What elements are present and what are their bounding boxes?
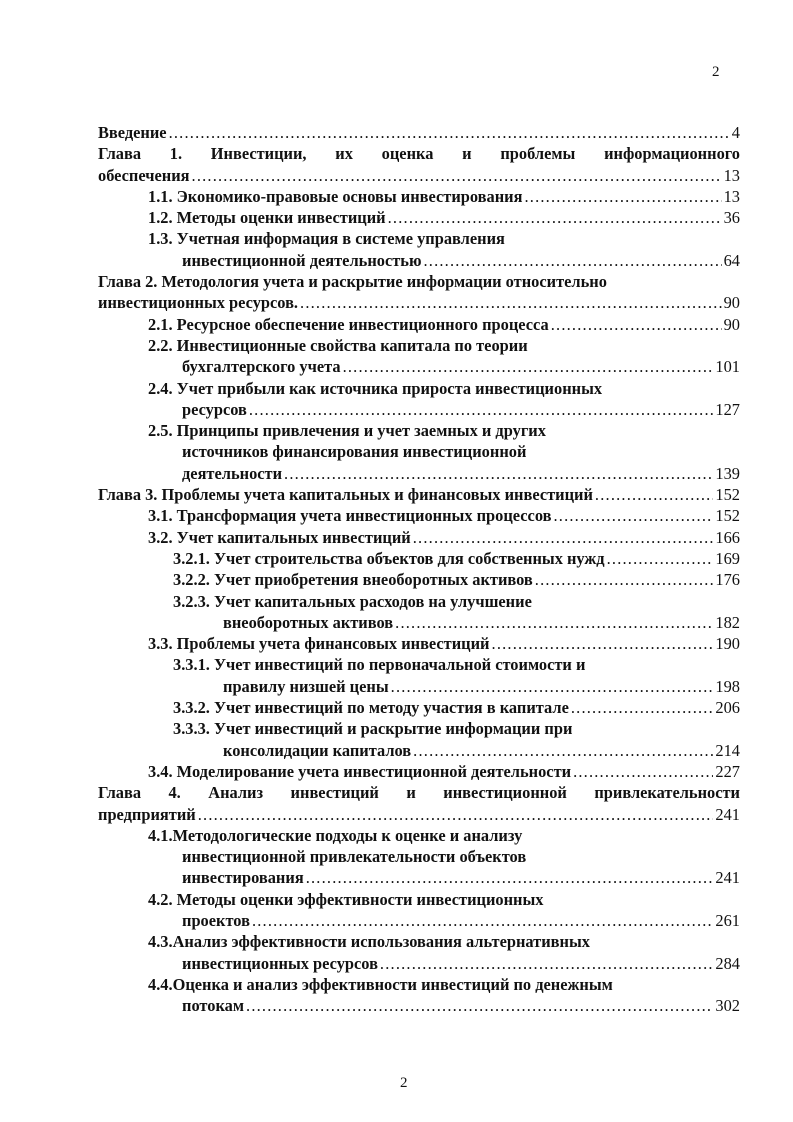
toc-entry [148, 527, 740, 548]
toc-entry [148, 228, 740, 271]
dot-leader [413, 740, 713, 761]
toc-entry-text: инвестирования [182, 868, 304, 888]
toc-entry-text: деятельности [182, 463, 283, 483]
toc-entry [173, 591, 740, 634]
toc-entry [173, 548, 740, 569]
toc-page-number: 284 [715, 953, 740, 973]
toc-entry-text: бухгалтерского учета [182, 357, 341, 377]
toc-entry-text: 3.1. Трансформация учета инвестиционных процессов [148, 506, 552, 526]
dot-leader [300, 292, 722, 313]
toc-page-number: 241 [715, 804, 740, 824]
toc-entry-text: внеоборотных активов [223, 612, 394, 632]
toc-page-number: 4 [731, 123, 740, 142]
dot-leader [380, 953, 713, 974]
toc-page-number: 241 [715, 868, 740, 888]
toc-page-number: 227 [715, 761, 740, 781]
dot-leader [535, 569, 714, 590]
toc-page-number: 90 [723, 293, 740, 313]
toc-entry [148, 761, 740, 782]
toc-page-number: 214 [715, 740, 740, 760]
toc-entry [173, 718, 740, 761]
toc-entry-text: Глава 4. Анализ инвестиций и инвестиционной привлекательности [98, 783, 740, 803]
toc-entry-text: инвестиционной деятельностью [182, 250, 422, 270]
dot-leader [169, 122, 730, 143]
toc-entry-text: 2.1. Ресурсное обеспечение инвестиционного процесса [148, 314, 549, 334]
toc-entry [148, 931, 740, 974]
toc-page-number: 127 [715, 399, 740, 419]
toc-entry-text: 3.4. Моделирование учета инвестиционной деятельности [148, 761, 572, 781]
dot-leader [284, 463, 713, 484]
toc-page-number: 166 [715, 527, 740, 547]
toc-entry-text: инвестиционных ресурсов [182, 953, 378, 973]
dot-leader [551, 314, 722, 335]
toc-entry [98, 271, 740, 314]
dot-leader [246, 995, 713, 1016]
table-of-contents [98, 122, 740, 1016]
toc-entry-text: 4.1.Методологические подходы к оценке и анализу [148, 825, 523, 845]
toc-entry [98, 143, 740, 186]
toc-page-number: 64 [723, 250, 740, 270]
toc-entry-text: 3.2.2. Учет приобретения внеоборотных активов [173, 570, 533, 590]
toc-entry-text: проектов [182, 910, 250, 930]
toc-entry-text: обеспечения [98, 165, 190, 185]
toc-entry [98, 782, 740, 825]
toc-entry-text: Глава 1. Инвестиции, их оценка и проблемы информационного [98, 144, 740, 164]
toc-entry-text: ресурсов [182, 399, 247, 419]
toc-page-number: 261 [715, 910, 740, 930]
toc-entry-text: 1.2. Методы оценки инвестиций [148, 208, 386, 228]
toc-entry [98, 484, 740, 505]
toc-entry-text: Глава 2. Методология учета и раскрытие информации относительно [98, 272, 607, 292]
toc-entry [148, 633, 740, 654]
toc-entry-text: консолидации капиталов [223, 740, 412, 760]
toc-page-number: 176 [715, 570, 740, 590]
page-number-top: 2 [712, 64, 720, 80]
toc-entry-text: 4.2. Методы оценки эффективности инвестиционных [148, 889, 544, 909]
dot-leader [607, 548, 714, 569]
dot-leader [252, 910, 713, 931]
toc-entry [148, 207, 740, 228]
toc-entry-text: 3.3.3. Учет инвестиций и раскрытие информации при [173, 719, 573, 739]
dot-leader [571, 697, 714, 718]
toc-entry [173, 697, 740, 718]
dot-leader [413, 527, 714, 548]
dot-leader [249, 399, 714, 420]
toc-entry-text: потокам [182, 996, 245, 1016]
dot-leader [573, 761, 713, 782]
dot-leader [395, 612, 713, 633]
toc-page-number: 36 [723, 208, 740, 228]
toc-page-number: 101 [715, 357, 740, 377]
toc-entry-text: 3.3.1. Учет инвестиций по первоначальной стоимости и [173, 655, 586, 675]
toc-page-number: 152 [715, 506, 740, 526]
toc-entry-text: Введение [98, 123, 167, 142]
toc-entry-text: 2.2. Инвестиционные свойства капитала по теории [148, 335, 528, 355]
toc-entry-text: 2.4. Учет прибыли как источника прироста инвестиционных [148, 378, 603, 398]
toc-page-number: 13 [723, 165, 740, 185]
toc-entry-text: 3.2.3. Учет капитальных расходов на улучшение [173, 591, 532, 611]
toc-entry [148, 378, 740, 421]
toc-entry [148, 314, 740, 335]
toc-entry [173, 654, 740, 697]
toc-page-number: 206 [715, 698, 740, 718]
dot-leader [492, 633, 714, 654]
dot-leader [423, 250, 721, 271]
toc-entry [148, 974, 740, 1017]
toc-page-number: 190 [715, 634, 740, 654]
toc-entry-text: 4.4.Оценка и анализ эффективности инвестиций по денежным [148, 974, 613, 994]
dot-leader [391, 676, 714, 697]
dot-leader [595, 484, 713, 505]
toc-page-number: 139 [715, 463, 740, 483]
toc-entry [98, 122, 740, 143]
toc-page-number: 13 [723, 186, 740, 206]
dot-leader [524, 186, 721, 207]
toc-page-number: 198 [715, 676, 740, 696]
toc-entry-text: 2.5. Принципы привлечения и учет заемных и других [148, 421, 546, 441]
toc-entry-text: предприятий [98, 804, 196, 824]
toc-entry-text: инвестиционных ресурсов. [98, 293, 299, 313]
toc-page-number: 90 [723, 314, 740, 334]
toc-entry-text: правилу низшей цены [223, 676, 389, 696]
toc-entry-text: 3.3. Проблемы учета финансовых инвестиций [148, 634, 490, 654]
dot-leader [198, 804, 714, 825]
toc-entry [148, 505, 740, 526]
toc-entry-text: 3.3.2. Учет инвестиций по методу участия в капитале [173, 698, 569, 718]
toc-entry [148, 420, 740, 484]
page-number-bottom: 2 [400, 1075, 408, 1091]
toc-entry-text: 4.3.Анализ эффективности использования альтернативных [148, 932, 590, 952]
toc-entry [148, 186, 740, 207]
toc-entry [148, 889, 740, 932]
toc-page-number: 152 [715, 485, 740, 505]
toc-entry-text: инвестиционной привлекательности объектов [182, 847, 527, 867]
toc-entry-text: Глава 3. Проблемы учета капитальных и финансовых инвестиций [98, 485, 593, 505]
toc-entry [173, 569, 740, 590]
toc-page-number: 182 [715, 612, 740, 632]
toc-entry-text: источников финансирования инвестиционной [182, 442, 527, 462]
toc-entry-text: 1.1. Экономико-правовые основы инвестирования [148, 186, 523, 206]
dot-leader [343, 356, 714, 377]
toc-entry [148, 335, 740, 378]
toc-entry [148, 825, 740, 889]
dot-leader [388, 207, 722, 228]
toc-page-number: 302 [715, 996, 740, 1016]
toc-entry-text: 3.2. Учет капитальных инвестиций [148, 527, 411, 547]
toc-page-number: 169 [715, 548, 740, 568]
toc-entry-text: 3.2.1. Учет строительства объектов для собственных нужд [173, 548, 605, 568]
dot-leader [192, 165, 722, 186]
toc-entry-text: 1.3. Учетная информация в системе управления [148, 229, 505, 249]
dot-leader [306, 867, 714, 888]
dot-leader [553, 505, 713, 526]
